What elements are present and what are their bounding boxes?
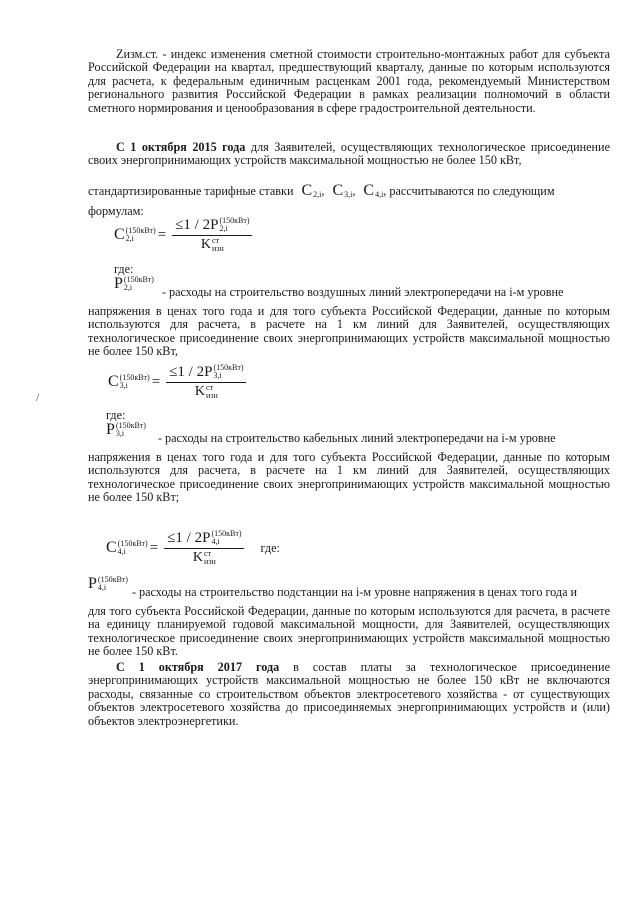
paragraph-2015 bbox=[88, 141, 610, 168]
definition-p4: P (150кВт) 4,i - расходы на строительство подстанции на i-м уровне напряжения в ценах того года и bbox=[88, 575, 578, 599]
paragraph-2017-text: в состав платы за технологическое присоединение энергопринимающих устройств максимальной мощностью не более 150 кВт не включаются расходы, связанные со строительством объектов электросетевого хозяйства - от существующих объектов электросетевого хозяйства до присоединяемых энергопринимающих устройств и (или) объектов электроэнергетики. bbox=[88, 660, 610, 728]
margin-mark: / bbox=[36, 390, 40, 404]
definition-p3: P (150кВт) 3,i - расходы на строительство кабельных линий электропередачи на i-м уровне bbox=[106, 421, 556, 445]
paragraph-2017 bbox=[88, 661, 610, 728]
definition-p4-cont: для того субъекта Российской Федерации, данные по которым используются для расчета, в расчете на единицу планируемой годовой максимальной мощности, для Заявителей, осуществляющих технологическое присоединение своих энергопринимающих устройств максимальной мощностью не более 150 кВт. bbox=[88, 604, 610, 659]
paragraph-zizm: Zизм.ст. - индекс изменения сметной стоимости строительно-монтажных работ для субъекта Российской Федерации на квартал, предшествующий кварталу, данные по которым используются для расчета, к федеральным единичным расценкам 2001 года, рекомендуемый Министерством регионального развития Российской Федерации в рамках реализации полномочий в области сметного нормирования и ценообразования в сфере градостроительной деятельности. bbox=[88, 47, 610, 115]
symbol-c4i: C 4,i bbox=[363, 182, 384, 199]
symbol-p3i: P (150кВт) 3,i bbox=[106, 421, 146, 438]
definition-p2-cont: напряжения в ценах того года и для того субъекта Российской Федерации, данные по которым используются для расчета, в расчете на 1 км линий для Заявителей, осуществляющих технологическое присоединение своих энергопринимающих устройств максимальной мощностью не более 150 кВт, bbox=[88, 304, 610, 359]
tariff-line-text: стандартизированные тарифные ставки bbox=[88, 183, 294, 198]
where-label-1: где: bbox=[114, 262, 134, 276]
formula-c2: C (150кВт) 2,i = ≤1 / 2P (150кВт) 2,i K ст изн bbox=[114, 217, 256, 253]
where-label-2: где: bbox=[106, 408, 126, 422]
tariff-line: стандартизированные тарифные ставки C 2,i , C 3,i , C 4,i , рассчитываются по следующим bbox=[88, 182, 555, 199]
tariff-line-tail: , рассчитываются по следующим bbox=[383, 183, 555, 198]
definition-p2: P (150кВт) 2,i - расходы на строительство воздушных линий электропередачи на i-м уровне bbox=[114, 275, 564, 299]
symbol-c2i: C 2,i bbox=[301, 182, 322, 199]
symbol-c3i: C 3,i bbox=[332, 182, 353, 199]
formula-c4: C (150кВт) 4,i = ≤1 / 2P (150кВт) 4,i K ст изн где: bbox=[106, 529, 280, 566]
symbol-p2i: P (150кВт) 2,i bbox=[114, 275, 154, 292]
symbol-p4i: P (150кВт) 4,i bbox=[88, 575, 128, 592]
definition-p3-cont: напряжения в ценах того года и для того субъекта Российской Федерации, данные по которым используются для расчета, в расчете на 1 км линий для Заявителей, осуществляющих технологическое присоединение своих энергопринимающих устройств максимальной мощностью не более 150 кВт; bbox=[88, 450, 610, 505]
formula-c3: C (150кВт) 3,i = ≤1 / 2P (150кВт) 3,i K ст изн bbox=[108, 364, 250, 400]
date-2017: С 1 октября 2017 года bbox=[116, 660, 280, 674]
where-label-3: где: bbox=[260, 540, 280, 555]
formulas-label: формулам: bbox=[88, 204, 144, 218]
paragraph-2015-text: для Заявителей, осуществляющих технологическое присоединение своих энергопринимающих устройств максимальной мощностью не более 150 кВт, bbox=[88, 140, 610, 168]
date-2015: С 1 октября 2015 года bbox=[116, 140, 246, 154]
